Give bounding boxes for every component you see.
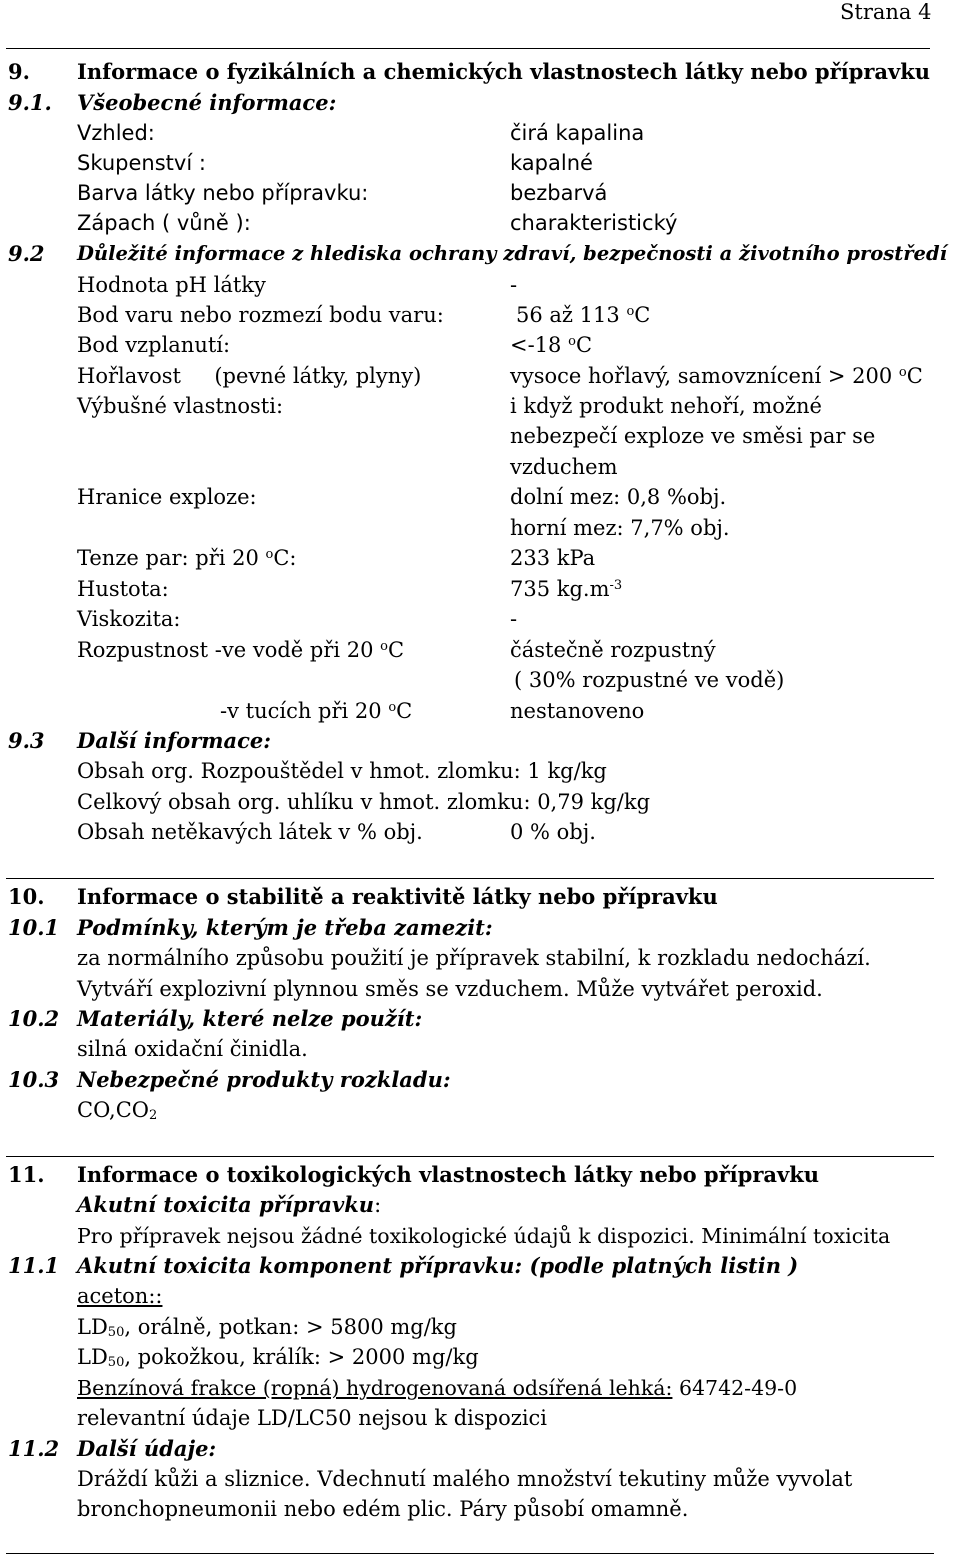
header-rule <box>6 48 930 49</box>
state-label: Skupenství : <box>77 151 206 175</box>
section-11-rule <box>6 1156 934 1157</box>
non-volatile-label: Obsah netěkavých látek v % obj. <box>77 820 423 844</box>
section-9-1-title: Všeobecné informace: <box>77 90 337 115</box>
solubility-fat-label: -v tucích při 20 $^o$C <box>220 699 413 723</box>
appearance-value: čirá kapalina <box>510 121 645 145</box>
organic-carbon-content: Celkový obsah org. uhlíku v hmot. zlomku: 0,79 kg/kg <box>77 790 651 814</box>
solubility-water-note: ( 30% rozpustné ve vodě) <box>514 668 785 692</box>
flammability-label: Hořlavost (pevné látky, plyny) <box>77 364 422 388</box>
boiling-point-label: Bod varu nebo rozmezí bodu varu: <box>77 303 444 327</box>
section-9-title: Informace o fyzikálních a chemických vlastnostech látky nebo přípravku <box>77 59 931 84</box>
explosive-line-2: nebezpečí exploze ve směsi par se <box>510 424 876 448</box>
section-9-3-title: Další informace: <box>77 728 271 753</box>
flammability-value: vysoce hořlavý, samovznícení > 200 $^o$C <box>510 364 923 388</box>
decomposition-products: $CO,CO_2$ <box>77 1098 158 1123</box>
explosive-label: Výbušné vlastnosti: <box>77 394 284 418</box>
further-data-line-1: Dráždí kůži a sliznice. Vdechnutí malého množství tekutiny může vyvolat <box>77 1467 853 1491</box>
section-10-3-title: Nebezpečné produkty rozkladu: <box>77 1067 451 1092</box>
section-10-rule <box>6 878 934 879</box>
section-9-2-number: 9.2 <box>8 241 45 266</box>
section-11-title: Informace o toxikologických vlastnostech látky nebo přípravku <box>77 1162 820 1187</box>
conditions-line-1: za normálního způsobu použití je přípravek stabilní, k rozkladu nedochází. <box>77 946 871 970</box>
solvent-content: Obsah org. Rozpouštědel v hmot. zlomku: 1 kg/kg <box>77 759 607 783</box>
footer-rule <box>6 1553 934 1554</box>
section-10-2-title: Materiály, které nelze použít: <box>77 1006 423 1031</box>
vapour-pressure-label: Tenze par: při 20 $^o$C: <box>77 546 297 570</box>
component-naphtha-note: relevantní údaje LD/LC50 nejsou k dispozici <box>77 1406 548 1430</box>
conditions-line-2: Vytváří explozivní plynnou směs se vzduchem. Může vytvářet peroxid. <box>77 977 823 1001</box>
explosive-line-1: i když produkt nehoří, možné <box>510 394 822 418</box>
section-10-number: 10. <box>8 884 45 909</box>
section-11-2-title: Další údaje: <box>77 1436 217 1461</box>
section-11-number: 11. <box>8 1162 45 1187</box>
vapour-pressure-value: 233 kPa <box>510 546 596 570</box>
section-10-1-title: Podmínky, kterým je třeba zamezit: <box>77 915 493 940</box>
ph-label: Hodnota pH látky <box>77 273 266 297</box>
non-volatile-value: 0 % obj. <box>510 820 596 844</box>
solubility-water-value: částečně rozpustný <box>510 638 716 662</box>
boiling-point-value: 56 až 113 $^o$C <box>516 303 651 327</box>
viscosity-value: - <box>510 607 518 631</box>
explosion-limit-upper: horní mez: 7,7% obj. <box>510 516 730 540</box>
density-value: 735 $kg.m^{-3}$ <box>510 577 623 601</box>
section-10-3-number: 10.3 <box>8 1067 60 1092</box>
component-acetone: aceton:: <box>77 1284 163 1308</box>
section-9-1-number: 9.1. <box>8 90 52 115</box>
ld50-dermal: $LD_{50}$, pokožkou, králík: > 2000 mg/kg <box>77 1345 479 1370</box>
further-data-line-2: bronchopneumonii nebo edém plic. Páry působí omamně. <box>77 1497 689 1521</box>
page-number: Strana 4 <box>840 0 932 24</box>
appearance-label: Vzhled: <box>77 121 155 145</box>
state-value: kapalné <box>510 151 593 175</box>
odour-value: charakteristický <box>510 211 678 235</box>
flash-point-label: Bod vzplanutí: <box>77 333 231 357</box>
colour-value: bezbarvá <box>510 181 608 205</box>
viscosity-label: Viskozita: <box>77 607 181 631</box>
explosion-limit-lower: dolní mez: 0,8 %obj. <box>510 485 727 509</box>
flash-point-value: <-18 $^o$C <box>510 333 593 357</box>
acute-toxicity-text: Pro přípravek nejsou žádné toxikologické údajů k dispozici. Minimální toxicita <box>77 1224 891 1248</box>
section-10-1-number: 10.1 <box>8 915 60 940</box>
section-11-1-number: 11.1 <box>8 1253 60 1278</box>
component-naphtha: Benzínová frakce (ropná) hydrogenovaná odsířená lehká: 64742-49-0 <box>77 1376 798 1400</box>
section-9-number: 9. <box>8 59 30 84</box>
solubility-fat-value: nestanoveno <box>510 699 645 723</box>
explosion-limits-label: Hranice exploze: <box>77 485 257 509</box>
density-label: Hustota: <box>77 577 169 601</box>
section-11-2-number: 11.2 <box>8 1436 60 1461</box>
colour-label: Barva látky nebo přípravku: <box>77 181 369 205</box>
acute-toxicity-heading: Akutní toxicita přípravku: <box>77 1192 382 1217</box>
ph-value: - <box>510 273 518 297</box>
section-9-3-number: 9.3 <box>8 728 45 753</box>
incompatible-materials: silná oxidační činidla. <box>77 1037 308 1061</box>
solubility-water-label: Rozpustnost -ve vodě při 20 $^o$C <box>77 638 405 662</box>
section-9-2-title: Důležité informace z hlediska ochrany zdraví, bezpečnosti a životního prostředí <box>77 242 948 265</box>
explosive-line-3: vzduchem <box>510 455 618 479</box>
section-10-2-number: 10.2 <box>8 1006 60 1031</box>
section-10-title: Informace o stabilitě a reaktivitě látky nebo přípravku <box>77 884 718 909</box>
section-11-1-title: Akutní toxicita komponent přípravku: (podle platných listin ) <box>77 1253 799 1278</box>
ld50-oral: $LD_{50}$, orálně, potkan: > 5800 mg/kg <box>77 1315 457 1340</box>
odour-label: Zápach ( vůně ): <box>77 211 251 235</box>
